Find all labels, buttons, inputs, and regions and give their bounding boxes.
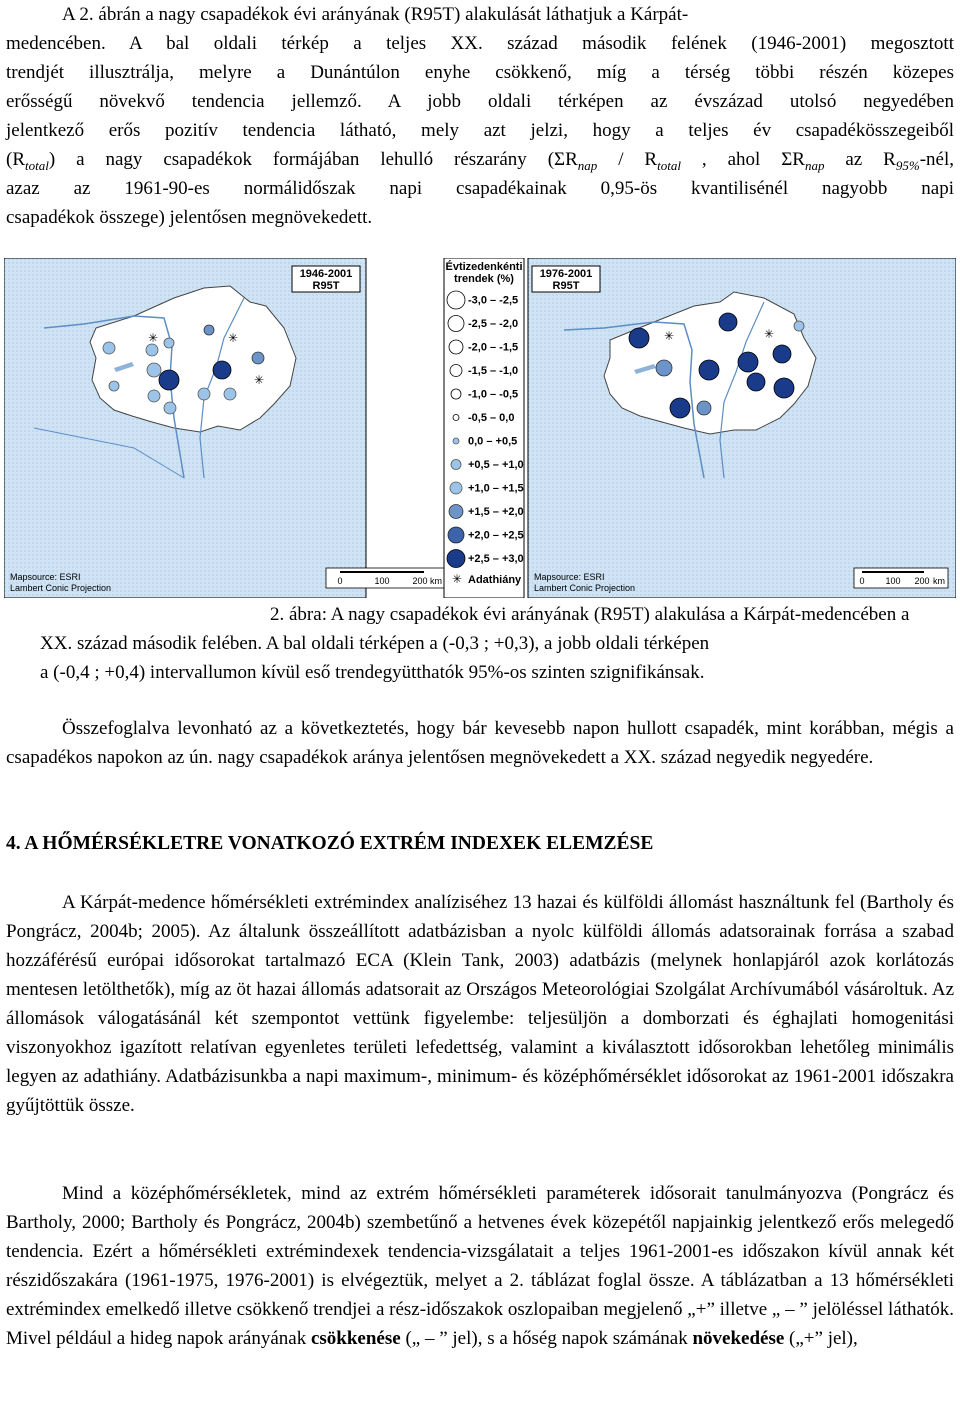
trends-text: („+” jel), (784, 1328, 858, 1349)
right-map (528, 258, 956, 598)
station-marker (213, 361, 231, 379)
map-projection: Lambert Conic Projection (534, 583, 636, 593)
legend-symbol (451, 389, 461, 399)
intro-line: erősségű növekvő tendencia jellemző. A jobb oldali térképen az évszázad utolsó negyedében (6, 91, 954, 112)
scale-100: 100 (374, 576, 390, 586)
missing-data-marker: ✳ (254, 373, 265, 387)
scale-unit: km (933, 576, 945, 586)
station-marker (198, 388, 210, 400)
station-marker (148, 390, 160, 402)
station-marker (204, 325, 214, 335)
right-map-title-period: 1976-2001 (539, 268, 593, 280)
station-marker (794, 321, 804, 331)
legend-symbol (449, 340, 463, 354)
station-marker (159, 370, 179, 390)
legend-missing-symbol: ✳ (452, 572, 463, 586)
trends-text: Mind a középhőmérsékletek, mind az extrém hőmérsékleti paraméterek idősorait tanulmányozva (Pongrácz és Bartholy, 2000; Bartholy és Pongrácz, 2004b) szembetűnő a hetvenes évek közepétől napjainkig jelentkező erős melegedő tendencia. Ezért a hőmérsékleti extrémindexek tendencia-vizsgálatait a teljes 1961-2001-es időszakon kívül annak két részidőszakára (1961-1975, 1976-2001) is elvégeztük, melyet a 2. táblázat foglal össze. A táblázatban a 13 hőmérsékleti extrémindex emelkedő illetve csökkenő trendjei a rész-időszakok oszlopaiban megjelenő „+” illetve „ – ” jelöléssel láthatók. Mivel például a hideg napok arányának (6, 1183, 954, 1349)
map-projection: Lambert Conic Projection (10, 583, 112, 593)
station-marker (146, 344, 158, 356)
station-marker (774, 378, 794, 398)
scale-zero: 0 (337, 576, 343, 586)
legend-label: -1,0 – -0,5 (468, 388, 519, 401)
keyword-increase: növekedése (692, 1328, 785, 1349)
left-map-title-period: 1946-2001 (299, 268, 353, 280)
scale-100: 100 (885, 576, 901, 586)
station-marker (773, 345, 791, 363)
intro-line-formula: $(R_{total})$ a nagy csapadékok formájában lehulló részarány ($\Sigma R_{nap} / R_{total}$ , ahol $\Sigma R_{nap}$ az $R_{95\%}$-nél, (6, 149, 954, 173)
right-map-title-index: R95T (552, 280, 580, 292)
station-marker (670, 398, 690, 418)
legend-symbol (451, 460, 461, 470)
intro-line: A 2. ábrán a nagy csapadékok évi arányának (R95T) alakulását láthatjuk a Kárpát- (62, 4, 689, 25)
station-marker (719, 313, 737, 331)
scale-200: 200 (412, 576, 428, 586)
missing-data-marker: ✳ (664, 329, 675, 343)
intro-line: azaz az 1961-90-es normálidőszak napi csapadékainak 0,95-ös kvantilisénél nagyobb napi (6, 178, 954, 199)
paragraph-trends (6, 1179, 954, 1353)
paragraph-stations: A Kárpát-medence hőmérsékleti extrémindex analíziséhez 13 hazai és külföldi állomást használtunk fel (Bartholy és Pongrácz, 2004b; 2005). Az általunk összeállított adatbázisban a nyolc külföldi állomás adatsorainak forrása a szabad hozzáférésű európai idősorokat tartalmazó ECA (Klein Tank, 2003) adatbázis (melynek honlapjáról azok korlátozás mentesen letölthetők), míg az öt hazai állomás adatsorait az Országos Meteorológiai Szolgálat Archívumából vásároltuk. Az állomások válogatásánál két szempontot vettünk figyelembe: teljesüljön a domborzati és éghajlati homogenitási viszonyokhoz igazított relatívan egyenletes területi lefedettség, valamint a kiválasztott idősorokban lehetőleg minimális legyen az adathiány. Adatbázisunkba a napi maximum-, minimum- és középhőmérséklet idősorokat az 1961-2001 időszakra gyűjtöttük össze. (6, 892, 954, 1116)
station-marker (738, 352, 758, 372)
legend-label: +2,5 – +3,0 (468, 553, 524, 565)
station-marker (252, 352, 264, 364)
missing-data-marker: ✳ (148, 331, 159, 345)
legend-missing-label: Adathiány (468, 574, 522, 586)
legend-label: -2,5 – -2,0 (468, 318, 519, 330)
station-marker (164, 402, 176, 414)
scale-unit: km (430, 576, 442, 586)
intro-line: jelentkező erős pozitív tendencia látható, mely azt jelzi, hogy a teljes év csapadékösszegeiből (6, 120, 954, 141)
caption-line: 2. ábra: A nagy csapadékok évi arányának (R95T) alakulása a Kárpát-medencében a (270, 604, 910, 625)
map-source: Mapsource: ESRI (534, 572, 605, 582)
legend-label: +1,0 – +1,5 (468, 482, 524, 495)
scale-zero: 0 (859, 576, 865, 586)
legend-label: -1,5 – -1,0 (468, 365, 519, 377)
paragraph-intro (6, 0, 954, 232)
legend-symbol (450, 482, 462, 494)
legend-label: +2,0 – +2,5 (468, 529, 524, 542)
missing-data-marker: ✳ (228, 331, 239, 345)
legend-symbol (448, 316, 464, 332)
map-source: Mapsource: ESRI (10, 572, 81, 582)
legend-label: -3,0 – -2,5 (468, 294, 519, 307)
caption-line: XX. század második felében. A bal oldali térképen a (-0,3 ; +0,3), a jobb oldali térképen (40, 633, 710, 654)
station-marker (224, 388, 236, 400)
legend-symbol (447, 550, 465, 568)
figure-svg (4, 258, 956, 598)
figure-r95t-maps (4, 258, 956, 598)
paragraph-summary: Összefoglalva levonható az a következtetés, hogy bár kevesebb napon hullott csapadék, mint korábban, mégis a csapadékos napokon az ún. nagy csapadékok aránya jelentősen megnövekedett a XX. század negyedik negyedére. (6, 718, 954, 768)
station-marker (164, 338, 174, 348)
station-marker (747, 373, 765, 391)
legend-symbol (450, 365, 462, 377)
station-marker (147, 363, 161, 377)
legend-symbol (453, 415, 459, 421)
figure-caption (40, 600, 930, 687)
intro-line: medencében. A bal oldali térkép a teljes XX. század második felének (1946-2001) megosztott (6, 33, 954, 54)
station-marker (656, 360, 672, 376)
scale-200: 200 (914, 576, 930, 586)
caption-line: a (-0,4 ; +0,4) intervallumon kívül eső trendegyütthatók 95%-os szinten szignifikánsak. (40, 662, 705, 683)
station-marker (103, 342, 115, 354)
legend-label: +0,5 – +1,0 (468, 459, 524, 471)
legend-symbol (447, 291, 465, 309)
intro-line: trendjét illusztrálja, melyre a Dunántúlon enyhe csökkenő, míg a térség többi részén közepes (6, 62, 954, 83)
trends-text: („ – ” jel), s a hőség napok számának (400, 1328, 693, 1349)
legend-symbol (453, 438, 459, 444)
legend-title-unit: trendek (%) (454, 273, 514, 285)
legend-label: -0,5 – 0,0 (468, 412, 515, 424)
legend-symbol (448, 527, 464, 543)
keyword-decrease: csökkenése (310, 1328, 401, 1349)
left-map (4, 258, 444, 598)
legend-title: Évtizedenkénti (445, 261, 523, 273)
legend-symbol (449, 505, 463, 519)
legend-label: 0,0 – +0,5 (468, 435, 518, 448)
station-marker (629, 328, 649, 348)
missing-data-marker: ✳ (764, 327, 775, 341)
intro-line: csapadékok összege) jelentősen megnövekedett. (6, 207, 373, 228)
legend-label: -2,0 – -1,5 (468, 341, 519, 354)
station-marker (699, 360, 719, 380)
section-heading: 4. A HŐMÉRSÉKLETRE VONATKOZÓ EXTRÉM INDEXEK ELEMZÉSE (6, 833, 654, 854)
station-marker (109, 381, 119, 391)
legend-label: +1,5 – +2,0 (468, 506, 524, 518)
legend (444, 258, 524, 598)
left-map-title-index: R95T (312, 280, 340, 292)
station-marker (697, 401, 711, 415)
